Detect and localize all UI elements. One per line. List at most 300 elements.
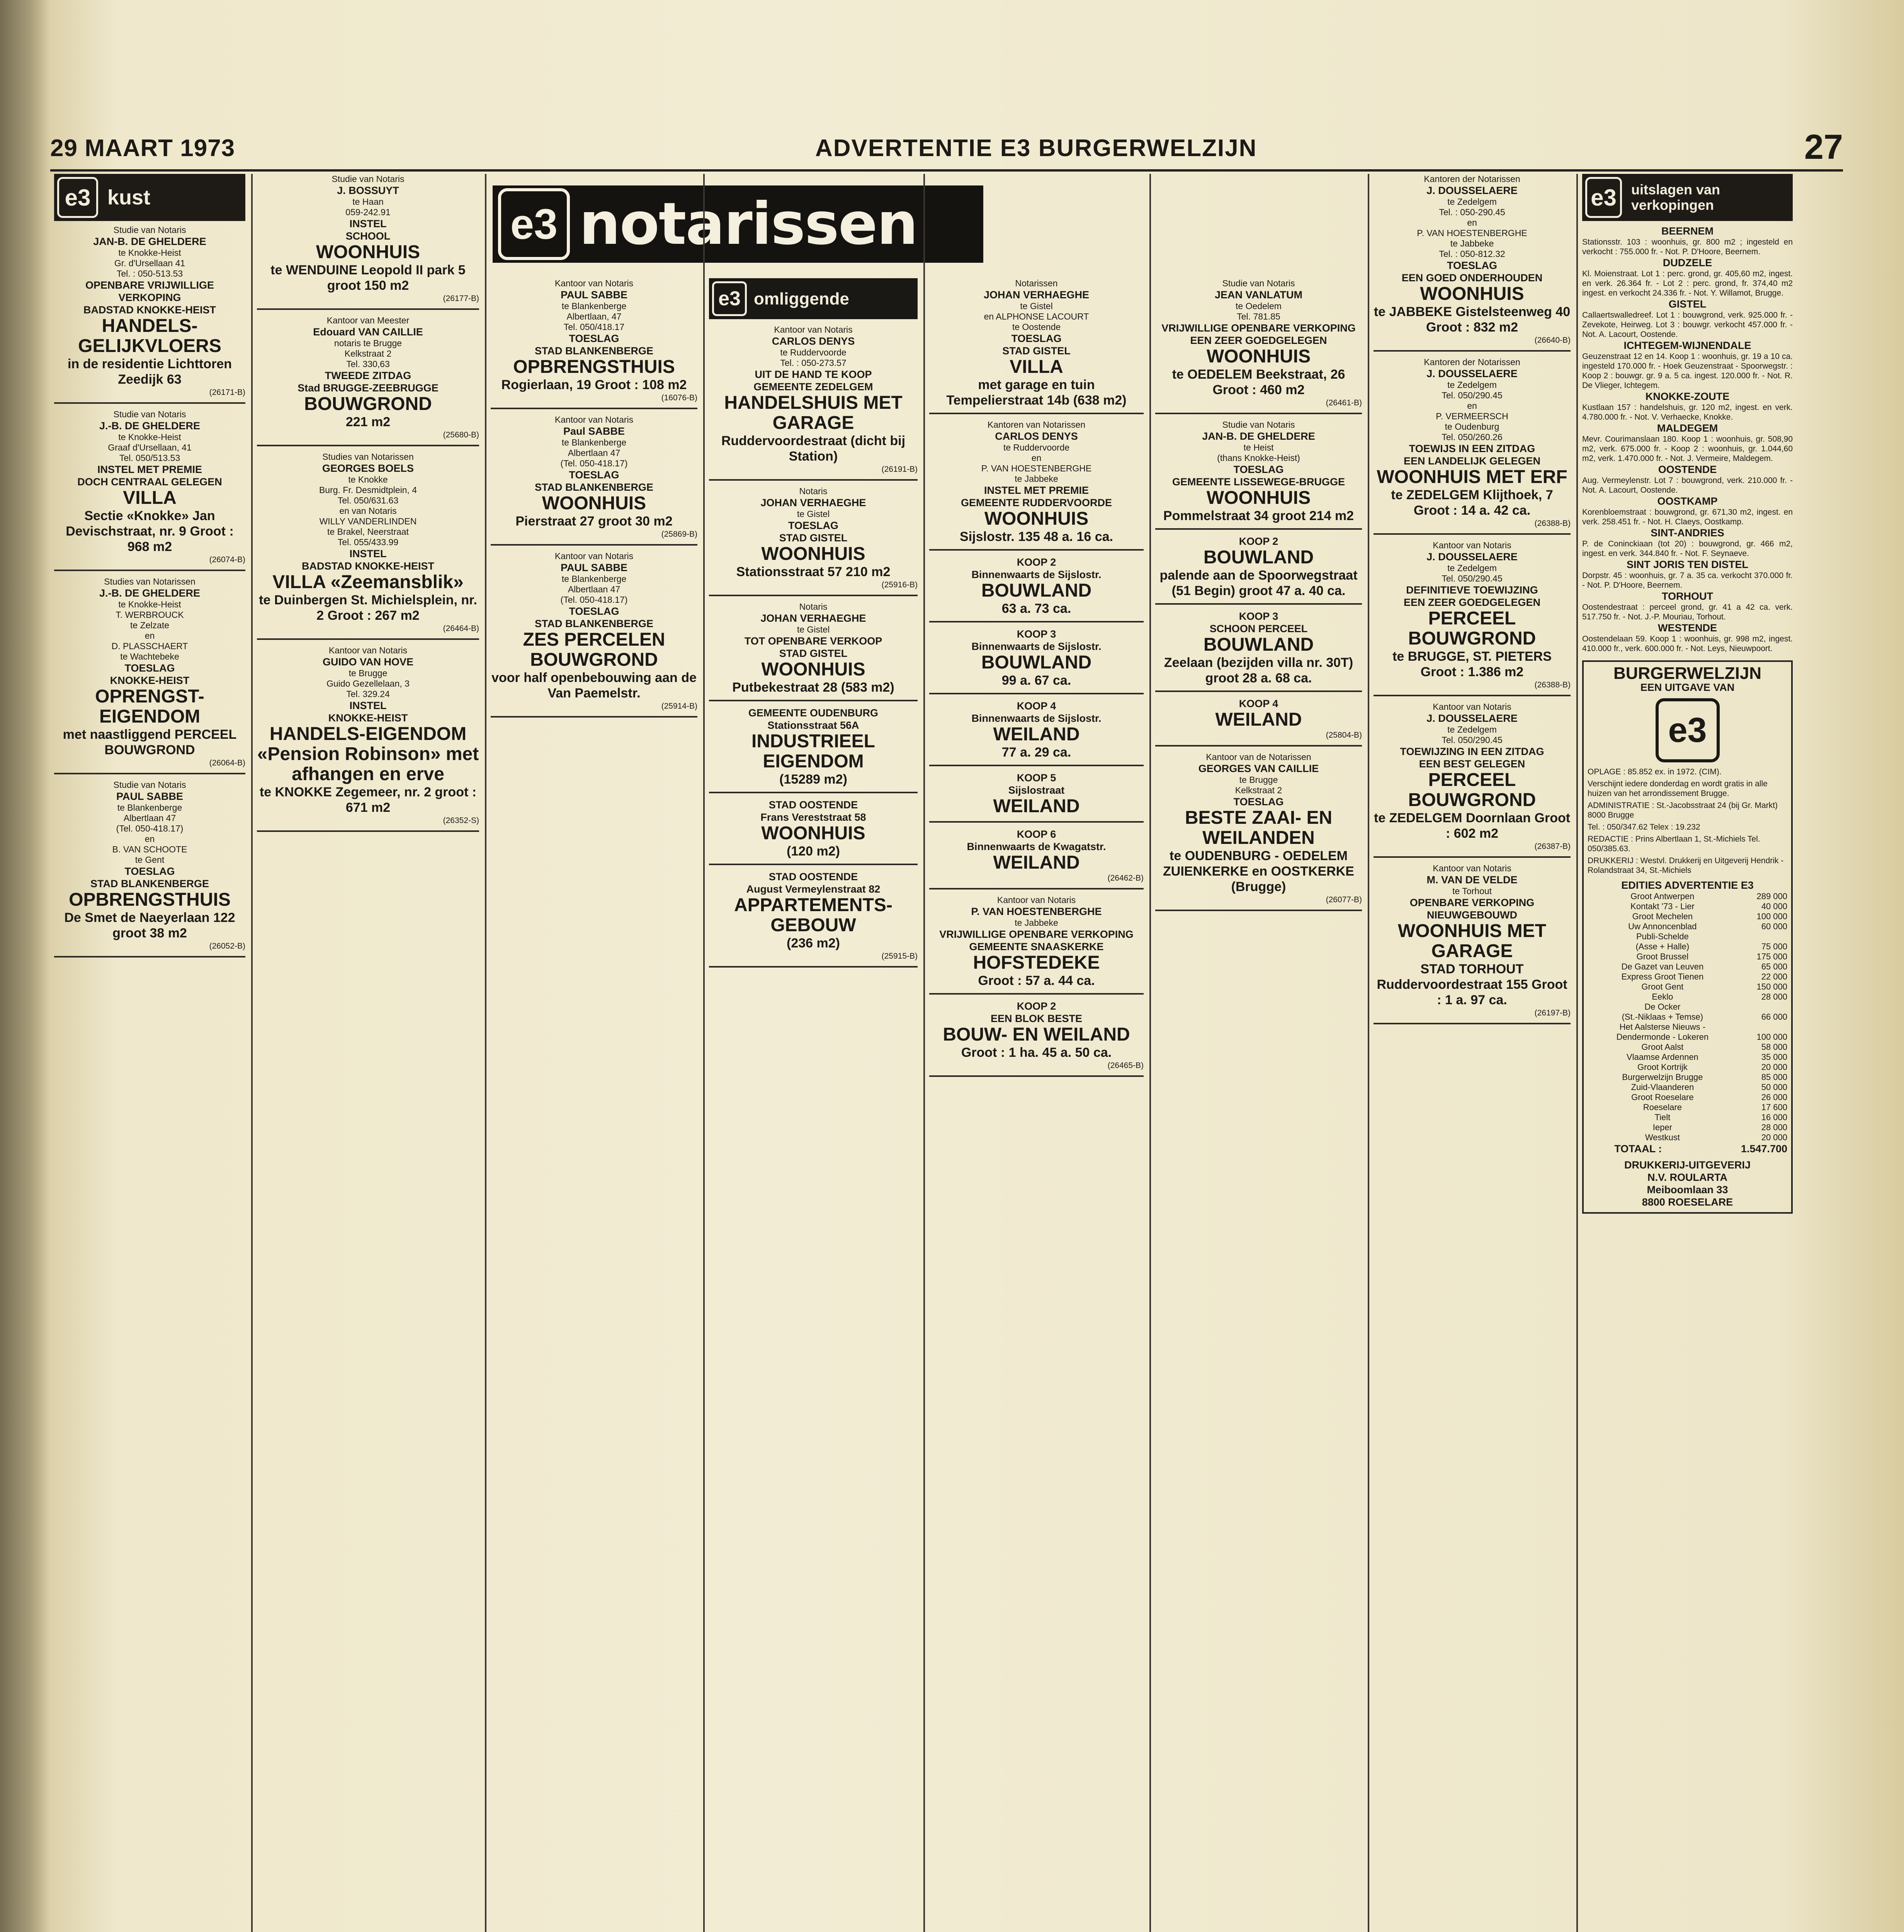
edition-name: Express Groot Tienen [1621,972,1704,981]
edition-name: Tielt [1654,1112,1671,1122]
notice-headline: WOONHUIS MET GARAGE [1398,921,1546,961]
notarissen-heading: notarissen [579,190,918,258]
edition-name: Eeklo [1652,992,1673,1002]
notice-headline: WOONHUIS [984,509,1089,529]
column-rule [251,174,253,1932]
notice-headline: VILLA [1010,357,1063,377]
notice-headline: HANDELS-EIGENDOM «Pension Robinson» met afhangen en erve [257,724,479,784]
notice-place: STAD BLANKENBERGE [90,878,209,889]
notice [54,780,245,957]
notice-subline: te Duinbergen St. Michielsplein, nr. 2 Groot : 267 m2 [259,593,477,623]
edition-circulation: 28 000 [1761,1122,1787,1132]
edition-circulation: 65 000 [1761,962,1787,971]
notice-headline: WOONHUIS MET ERF [1377,467,1567,487]
notice-title: UIT DE HAND TE KOOP [755,369,872,380]
uitslagen-header [1582,174,1793,221]
column-rule [1576,174,1578,1932]
notice-reference: (26052-B) [209,942,245,951]
imprint-line: REDACTIE : Prins Albertlaan 1, St.-Michiels Tel. 050/385.63. [1588,835,1760,853]
notice [709,486,918,596]
notice-subline: in de residentie Lichttoren Zeedijk 63 [67,357,232,387]
edition-name: Ieper [1652,1122,1672,1132]
notary-line: M. VAN DE VELDE [1426,874,1518,886]
notice-title: INSTEL MET PREMIE [97,464,202,475]
notice-headline: HOFSTEDEKE [973,952,1100,973]
e3-logo-icon: e3 [1585,177,1622,218]
notice-title: TOEWIJZING IN EEN ZITDAG [1400,746,1544,757]
notice-subline: te OUDENBURG - OEDELEM ZUIENKERKE en OOSTKERKE (Brugge) [1163,849,1354,894]
notice-headline: BOUWLAND [981,652,1092,673]
notary-line: te Gistel [797,509,830,519]
printer-line: Meiboomlaan 33 [1647,1184,1728,1196]
notary-line: P. VERMEERSCH [1436,411,1508,421]
notice [54,225,245,404]
notice-title: OPENBARE VERKOPING [1409,897,1535,908]
notice-title: KOOP 4 [1017,700,1056,712]
notary-line: (Tel. 050-418.17) [560,458,628,468]
notice-place: BADSTAD KNOKKE-HEIST [302,560,434,572]
notice-subline: palende aan de Spoorwegstraat (51 Begin) groot 47 a. 40 ca. [1159,568,1358,598]
notice [491,551,697,718]
column-rule [485,174,486,1932]
notary-line: Studie van Notaris [1222,420,1295,430]
result-text: Kl. Moienstraat. Lot 1 : perc. grond, gr. 405,60 m2, ingest. en verk. 26.364 fr. - Lot 2 : perc. grond, fr. 374,40 m2 ingest. en verkocht 24.336 fr. - Not. Y. Willamot, Brugge. [1582,269,1793,298]
notary-line: Albertlaan 47 [123,813,176,823]
notary-line: JEAN VANLATUM [1215,289,1302,301]
notice [1155,278,1362,414]
edition-name: Groot Aalst [1641,1042,1684,1052]
notary-line: (Tel. 050-418.17) [560,595,628,605]
notice-subline: te KNOKKE Zegemeer, nr. 2 groot : 671 m2 [259,785,477,815]
column-4 [709,278,918,1932]
edition-circulation [1737,932,1787,942]
notice-place: EEN ZEER GOEDGELEGEN [1190,335,1327,346]
notice [709,799,918,865]
notice-headline: VILLA «Zeemansblik» [272,572,464,592]
notice-headline: WOONHUIS [761,659,865,680]
masthead-rule [50,169,1843,172]
notice-reference: (26197-B) [1534,1009,1571,1017]
notary-line: te Torhout [1452,886,1492,896]
result-text: Oostendestraat : perceel grond, gr. 41 a 42 ca. verk. 517.750 fr. - Not. J.-P. Mouriau, Torhout. [1582,603,1793,621]
result-place: ICHTEGEM-WIJNENDALE [1624,340,1751,351]
column-6-notices [1155,278,1362,911]
notary-line: J. DOUSSELAERE [1426,368,1518,379]
edition-name: Kontakt '73 - Lier [1630,901,1695,911]
notice-place: GEMEENTE LISSEWEGE-BRUGGE [1172,476,1345,488]
notary-line: Studie van Notaris [332,174,405,184]
notice-reference: (26177-B) [443,294,479,303]
notary-line: te Blankenberge [561,301,627,311]
editions-total-row [1588,1143,1787,1155]
omliggende-header [709,278,918,319]
notice [491,278,697,409]
section-title: ADVERTENTIE E3 BURGERWELZIJN [815,135,1257,162]
edition-row [1588,1062,1787,1072]
column-rule [1149,174,1151,1932]
notice-headline: BOUWLAND [1203,634,1314,655]
notary-line: Tel. 050/513.53 [119,453,180,463]
notary-line: P. VAN HOESTENBERGHE [981,463,1092,473]
edition-name: Uw Annoncenblad [1628,922,1697,931]
notary-line: Kantoren van Notarissen [987,420,1086,430]
notary-line: te Oostende [1012,322,1061,332]
edition-circulation: 100 000 [1756,1032,1787,1042]
notice-title: TOESLAG [1011,333,1062,344]
result-place: TORHOUT [1662,590,1713,602]
notary-line: Burg. Fr. Desmidtplein, 4 [319,485,417,495]
notice-place: BADSTAD KNOKKE-HEIST [83,304,216,316]
notice-place: GEMEENTE SNAASKERKE [969,941,1104,952]
notary-line: JAN-B. DE GHELDERE [1202,430,1315,442]
edition-name: Groot Mechelen [1632,912,1693,921]
notary-line: Tel. 050/290.45 [1442,735,1503,745]
notice [929,828,1144,889]
edition-row [1588,992,1787,1002]
notary-line: te Brugge [348,668,388,678]
edition-name: (St.-Niklaas + Temse) [1622,1012,1703,1022]
notary-line: te Haan [352,197,384,207]
notary-line: te Jabbeke [1015,474,1058,484]
notary-line: Kantoor van Notaris [1433,540,1511,550]
notice [257,315,479,446]
notary-line: Kantoren der Notarissen [1424,174,1520,184]
imprint-title: BURGERWELZIJN [1613,664,1761,683]
notary-line: PAUL SABBE [560,289,628,301]
notary-line: J.-B. DE GHELDERE [99,420,201,432]
column-2 [257,174,479,1932]
notice-subline: Sijslostr. 135 48 a. 16 ca. [960,529,1113,544]
notice-title: INSTEL [349,700,387,711]
notice [709,871,918,968]
result-place: DUDZELE [1663,257,1712,269]
imprint-line: Tel. : 050/347.62 Telex : 19.232 [1588,823,1700,832]
notice-headline: WEILAND [993,852,1080,873]
notary-line: te Brakel, Neerstraat [327,527,409,537]
edition-circulation: 28 000 [1761,992,1787,1002]
edition-circulation: 175 000 [1756,952,1787,961]
column-6 [1155,278,1362,1932]
notary-line: P. VAN HOESTENBERGHE [971,906,1102,917]
notice [54,577,245,774]
editions-title: EDITIES ADVERTENTIE E3 [1621,879,1754,891]
printer-line: DRUKKERIJ-UITGEVERIJ [1624,1159,1751,1171]
notary-line: te Zedelgem [1447,724,1497,735]
edition-circulation: 20 000 [1761,1062,1787,1072]
notice-headline: WEILAND [1215,709,1302,730]
notice-subline: Stationsstraat 57 210 m2 [736,565,891,579]
notice-headline: PERCEEL BOUWGROND [1408,770,1536,810]
notice-title: TOESLAG [788,520,839,531]
notice-reference: (25916-B) [881,580,918,589]
notice-title: TOESLAG [1447,260,1498,271]
notary-line: Kantoor van Meester [326,315,410,325]
masthead [50,128,1843,170]
notice [1155,752,1362,911]
notary-line: te Blankenberge [561,574,627,584]
imprint-subtitle: EEN UITGAVE VAN [1640,682,1735,693]
column-rule [923,174,925,1932]
notary-line: en [144,834,155,844]
notary-line: CARLOS DENYS [995,430,1078,442]
notice-headline: HANDELS-GELIJKVLOERS [78,316,221,356]
notice [1155,420,1362,530]
notary-line: CARLOS DENYS [772,335,855,347]
notary-line: J. DOUSSELAERE [1426,185,1518,196]
notice [929,420,1144,551]
notary-line: te Ruddervoorde [780,347,847,357]
edition-name: Het Aalsterse Nieuws - [1619,1022,1706,1032]
notice [1155,697,1362,747]
notice-title: TOESLAG [569,333,619,344]
notary-line: (Tel. 050-418.17) [116,823,184,833]
edition-circulation [1737,1022,1787,1032]
notice-place: August Vermeylenstraat 82 [746,883,881,895]
edition-circulation: 22 000 [1761,972,1787,981]
edition-name: Westkust [1645,1133,1680,1142]
edition-circulation: 50 000 [1761,1082,1787,1092]
notice-title: STAD OOSTENDE [768,799,858,811]
notary-line: Tel. 050/631.63 [337,495,399,505]
notice-title: GEMEENTE OUDENBURG [748,707,879,719]
notice-place: Stad BRUGGE-ZEEBRUGGE [298,382,439,394]
notice-headline: WOONHUIS [761,544,865,564]
notice-subline: te BRUGGE, ST. PIETERS Groot : 1.386 m2 [1392,649,1552,679]
notary-line: Tel. 055/433.99 [337,537,399,547]
notary-line: 059-242.91 [345,207,391,217]
notice-title: DEFINITIEVE TOEWIJZING [1406,584,1538,596]
notary-line: notaris te Brugge [334,338,402,348]
notice-place: STAD BLANKENBERGE [534,481,653,493]
edition-circulation: 66 000 [1761,1012,1787,1022]
edition-row [1588,962,1787,972]
notice-reference: (26387-B) [1534,842,1571,851]
notary-line: T. WERBROUCK [116,610,184,620]
e3-logo-icon: e3 [1656,698,1720,762]
notice-subline: (236 m2) [787,936,840,951]
notary-line: Notarissen [1015,278,1058,288]
edition-circulation: 58 000 [1761,1042,1787,1052]
notice-reference: (25914-B) [661,702,697,711]
edition-row [1588,1092,1787,1102]
notary-line: Albertlaan, 47 [566,311,622,321]
notice-place: STAD GISTEL [779,648,848,659]
notice-subline: te ZEDELGEM Klijthoek, 7 Groot : 14 a. 42 ca. [1391,488,1553,518]
edition-row [1588,1133,1787,1143]
notice [1155,535,1362,605]
notice-reference: (25804-B) [1326,731,1362,740]
notice-title: KOOP 2 [1017,1000,1056,1012]
notary-line: J. DOUSSELAERE [1426,551,1518,563]
total-value: 1.547.700 [1741,1143,1787,1155]
notice-reference: (26074-B) [209,555,245,564]
notice-reference: (26640-B) [1534,336,1571,345]
notary-line: te Knokke [348,474,388,485]
notice-title: TOESLAG [1233,796,1284,808]
edition-name: Roeselare [1643,1102,1682,1112]
notary-line: Tel. 781.85 [1237,311,1280,321]
notice-place: NIEUWGEBOUWD [1427,909,1517,921]
notary-line: Paul SABBE [563,425,625,437]
notice-place: SCHOOL [345,230,391,242]
notary-line: te Jabbeke [1015,918,1058,928]
notary-line: Studie van Notaris [113,409,186,419]
notice [1374,540,1571,696]
notice-reference: (26388-B) [1534,519,1571,528]
notice-title: INSTEL [349,218,387,230]
notary-line: te Oudenburg [1445,422,1499,432]
notice-subline: te ZEDELGEM Doornlaan Groot : 602 m2 [1374,811,1571,841]
edition-circulation: 289 000 [1756,891,1787,901]
printer-block [1588,1159,1787,1208]
notary-line: te Knokke-Heist [118,432,181,442]
edition-name: Dendermonde - Lokeren [1616,1032,1709,1042]
notice [929,556,1144,622]
edition-row [1588,1112,1787,1122]
notice-subline: Ruddervoordestraat (dicht bij Station) [721,434,906,464]
notice-title: KOOP 5 [1017,772,1056,784]
notice [929,772,1144,823]
notary-line: te Zedelgem [1447,563,1497,573]
omliggende-label: omliggende [754,289,849,308]
notice [929,628,1144,694]
notice-place: KNOKKE-HEIST [110,675,190,686]
notice-place: Sijslostraat [1008,784,1065,796]
edition-name: Burgerwelzijn Brugge [1622,1072,1703,1082]
result-text: P. de Coninckiaan (tot 20) : bouwgrond, gr. 466 m2, ingest. en verk. 344.840 fr. - Not. F. Seynaeve. [1582,539,1793,558]
notary-line: GUIDO VAN HOVE [322,656,414,668]
notary-line: Tel. : 050-273.57 [780,358,847,368]
notice [929,1000,1144,1077]
notary-line: Tel. : 050-290.45 [1439,207,1505,217]
notice-reference: (26352-S) [443,816,479,825]
notary-line: Kantoor van Notaris [774,325,853,335]
notary-line: Tel. : 050-513.53 [116,269,183,279]
printer-line: N.V. ROULARTA [1647,1172,1727,1183]
edition-circulation: 17 600 [1761,1102,1787,1112]
notice-headline: WEILAND [993,796,1080,816]
edition-name: De Ocker [1644,1002,1681,1012]
edition-circulation: 35 000 [1761,1052,1787,1062]
notice [709,707,918,793]
notary-line: GEORGES VAN CAILLIE [1198,763,1319,774]
result-text: Geuzenstraat 12 en 14. Koop 1 : woonhuis, gr. 19 a 10 ca. ingesteld 170.000 fr. - Hoek Geuzenstraat - Spoorwegstr. : Koop 2 : bouwgr. gr. 9 a. 5 ca. ingest. 120.000 fr. - Not. R. De Vlieger, Ichtegem. [1582,352,1793,390]
notice-headline: BOUWLAND [1203,547,1314,568]
result-place: OOSTKAMP [1657,495,1718,507]
notary-line: J. DOUSSELAERE [1426,713,1518,724]
notice-subline: Groot : 57 a. 44 ca. [978,973,1095,988]
notary-line: JOHAN VERHAEGHE [760,612,866,624]
notary-line: en [1467,218,1477,228]
notary-line: PAUL SABBE [560,562,628,573]
notary-line: Albertlaan 47 [568,448,620,458]
notice [491,415,697,546]
kust-header [54,174,245,221]
column-2-notices [257,174,479,832]
notice [709,325,918,481]
column-rule [703,174,705,1932]
notary-line: Notaris [799,602,828,612]
edition-row [1588,912,1787,922]
result-text: Korenbloemstraat : bouwgrond, gr. 671,30 m2, ingest. en verk. 258.451 fr. - Not. H. Claeys, Oostkamp. [1582,508,1793,526]
notice-subline: te OEDELEM Beekstraat, 26 Groot : 460 m2 [1172,367,1345,397]
notary-line: Kantoor van Notaris [554,278,634,288]
notice-title: INSTEL [349,548,387,560]
column-7-notices [1374,174,1571,1024]
notarissen-banner [493,185,983,263]
notary-line: (thans Knokke-Heist) [1217,453,1300,463]
notice-place: EEN BEST GELEGEN [1419,758,1525,770]
notary-line: Studie van Notaris [1222,278,1295,288]
notice-title: TOESLAG [124,866,175,877]
edition-row [1588,1022,1787,1032]
notice-place: DOCH CENTRAAL GELEGEN [77,476,222,488]
notice-place: GEMEENTE RUDDERVOORDE [960,497,1112,509]
notice-subline: Zeelaan (bezijden villa nr. 30T) groot 28 a. 68 ca. [1164,655,1353,685]
notice-headline: WEILAND [993,724,1080,745]
edition-row [1588,1042,1787,1052]
notice-headline: APPARTEMENTS-GEBOUW [734,895,892,935]
notary-line: Kelkstraat 2 [344,349,392,359]
notary-line: Tel. 050/290.45 [1442,573,1503,583]
notary-line: Kantoor van Notaris [328,645,408,655]
notice-title: KOOP 3 [1239,611,1278,622]
notice [929,700,1144,766]
notary-line: Tel. 050/418.17 [563,322,625,332]
column-7 [1374,174,1571,1932]
notice-headline: BOUWGROND [304,394,432,414]
notary-line: te Gent [135,855,165,865]
edition-row [1588,1002,1787,1012]
notice-headline: WOONHUIS [1206,488,1311,508]
notice [54,409,245,571]
auction-results [1582,225,1793,653]
notice-subline: Pierstraat 27 groot 30 m2 [515,514,673,529]
e3-logo-icon: e3 [498,188,570,260]
column-1-notices [54,225,245,957]
notice-place: EEN ZEER GOEDGELEGEN [1403,597,1541,608]
notice-title: TOT OPENBARE VERKOOP [744,635,882,647]
notice-subline: Pommelstraat 34 groot 214 m2 [1163,509,1354,523]
notice [257,174,479,310]
notice [1374,702,1571,858]
notary-line: WILLY VANDERLINDEN [319,516,417,526]
notary-line: te Knokke-Heist [118,248,181,258]
notice-title: TOESLAG [1233,464,1284,475]
uitslagen-label: uitslagen van verkopingen [1631,182,1720,213]
notice [929,895,1144,995]
edition-circulation: 40 000 [1761,901,1787,911]
result-text: Callaertswalledreef. Lot 1 : bouwgrond, verk. 925.000 fr. - Zevekote, Heirweg. Lot 3 : bouwgr. verkocht 457.000 fr. - Not. A. Lacourt, Oostende. [1582,311,1793,339]
kust-label: kust [107,185,151,209]
notice-subline: (15289 m2) [779,772,847,787]
result-place: KNOKKE-ZOUTE [1645,391,1730,402]
edition-circulation: 100 000 [1756,912,1787,921]
edition-name: De Gazet van Leuven [1621,962,1704,971]
notice-subline: 63 a. 73 ca. [1001,601,1071,616]
notary-line: Graaf d'Ursellaan, 41 [108,442,192,452]
total-label: TOTAAL : [1614,1143,1662,1155]
notary-line: GEORGES BOELS [322,463,414,474]
edition-name: Groot Antwerpen [1630,891,1695,901]
notary-line: Kantoor van de Notarissen [1206,752,1311,762]
edition-name: Vlaamse Ardennen [1626,1052,1698,1062]
edition-row [1588,932,1787,942]
imprint-box [1582,660,1793,1214]
result-text: Oostendelaan 59. Koop 1 : woonhuis, gr. 998 m2, ingest. 410.000 fr., verk. 600.000 fr. - Not. Leys, Nieuwpoort. [1582,634,1793,653]
notice-title: KOOP 6 [1017,828,1056,840]
notice-title: VRIJWILLIGE OPENBARE VERKOPING [939,929,1134,940]
